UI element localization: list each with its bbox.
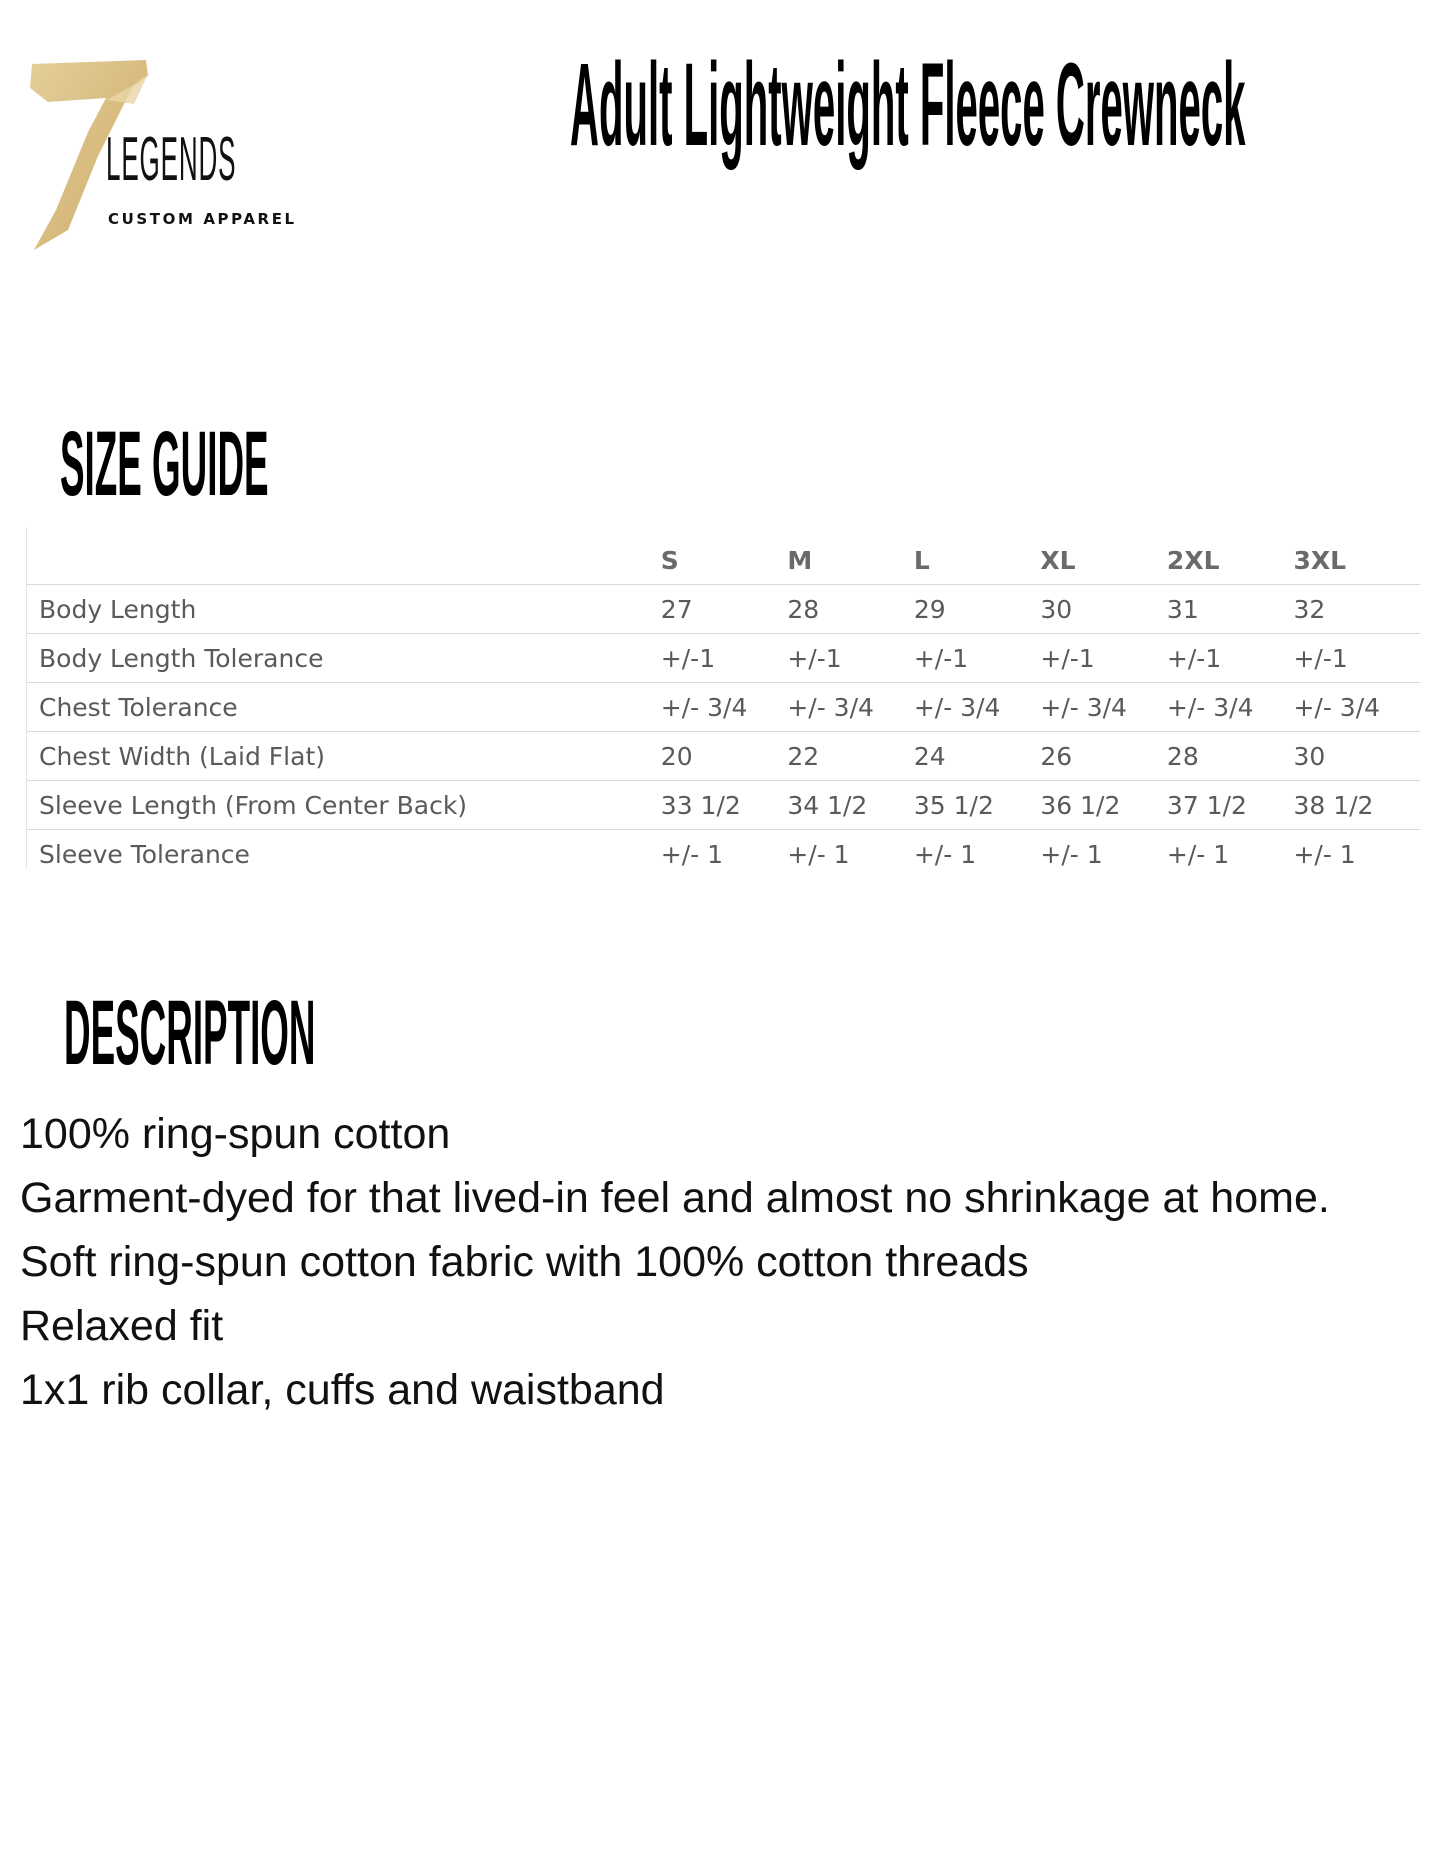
cell-value: +/- 3/4 bbox=[1166, 692, 1254, 722]
description-heading: DESCRIPTION bbox=[64, 982, 316, 1084]
logo-tagline: CUSTOM APPAREL bbox=[108, 210, 297, 228]
size-header-s: S bbox=[660, 545, 679, 575]
table-row-body-length bbox=[26, 585, 1420, 634]
logo-name: LEGENDS bbox=[106, 125, 237, 194]
row-label: Sleeve Tolerance bbox=[39, 839, 250, 869]
cell-value: 27 bbox=[660, 594, 693, 624]
cell-value: 22 bbox=[787, 741, 820, 771]
cell-value: 37 1/2 bbox=[1166, 790, 1247, 820]
size-header-xl: XL bbox=[1040, 545, 1076, 575]
cell-value: +/-1 bbox=[787, 643, 842, 673]
description-item: Soft ring-spun cotton fabric with 100% cotton threads bbox=[20, 1238, 1029, 1286]
cell-value: +/- 1 bbox=[1293, 839, 1356, 869]
description-item: 1x1 rib collar, cuffs and waistband bbox=[20, 1366, 665, 1414]
description-item: Relaxed fit bbox=[20, 1302, 224, 1350]
size-table bbox=[26, 528, 1420, 878]
table-row-body-length-tolerance bbox=[26, 634, 1420, 683]
size-header-row bbox=[26, 528, 1420, 585]
description-item: Garment-dyed for that lived-in feel and almost no shrinkage at home. bbox=[20, 1174, 1330, 1222]
cell-value: 31 bbox=[1166, 594, 1199, 624]
cell-value: +/- 1 bbox=[1166, 839, 1230, 869]
table-row-sleeve-tolerance bbox=[26, 830, 1420, 879]
row-label: Body Length Tolerance bbox=[39, 643, 324, 673]
description-list bbox=[20, 1102, 1330, 1422]
table-row-chest-tolerance bbox=[26, 683, 1420, 732]
size-header-2xl: 2XL bbox=[1166, 545, 1220, 575]
cell-value: 28 bbox=[787, 594, 820, 624]
cell-value: 33 1/2 bbox=[660, 790, 741, 820]
cell-value: 30 bbox=[1293, 741, 1326, 771]
cell-value: 32 bbox=[1293, 594, 1326, 624]
table-row-sleeve-length bbox=[26, 781, 1420, 830]
cell-value: +/- 3/4 bbox=[913, 692, 1001, 722]
cell-value: +/- 3/4 bbox=[1040, 692, 1127, 722]
row-label: Chest Tolerance bbox=[39, 692, 238, 722]
cell-value: 35 1/2 bbox=[913, 790, 994, 820]
cell-value: +/- 3/4 bbox=[660, 692, 748, 722]
cell-value: +/-1 bbox=[1293, 643, 1348, 673]
cell-value: 24 bbox=[913, 741, 946, 771]
cell-value: +/- 1 bbox=[660, 839, 724, 869]
size-header-spacer bbox=[26, 528, 661, 585]
cell-value: 30 bbox=[1040, 594, 1073, 624]
cell-value: 38 1/2 bbox=[1293, 790, 1374, 820]
page-title: Adult Lightweight Fleece Crewneck bbox=[570, 39, 1246, 171]
row-label: Sleeve Length (From Center Back) bbox=[39, 790, 468, 820]
cell-value: 20 bbox=[660, 741, 693, 771]
size-header-3xl: 3XL bbox=[1293, 545, 1347, 575]
size-guide-heading: SIZE GUIDE bbox=[60, 413, 269, 515]
size-header-l: L bbox=[913, 545, 930, 575]
cell-value: 29 bbox=[913, 594, 946, 624]
row-label: Chest Width (Laid Flat) bbox=[39, 741, 325, 771]
cell-value: 28 bbox=[1166, 741, 1199, 771]
cell-value: 36 1/2 bbox=[1040, 790, 1121, 820]
cell-value: +/- 1 bbox=[913, 839, 977, 869]
cell-value: 26 bbox=[1040, 741, 1073, 771]
cell-value: +/-1 bbox=[1040, 643, 1095, 673]
brand-logo bbox=[28, 60, 308, 260]
cell-value: +/-1 bbox=[660, 643, 716, 673]
cell-value: +/-1 bbox=[1166, 643, 1222, 673]
row-label: Body Length bbox=[39, 594, 197, 624]
size-header-m: M bbox=[787, 545, 813, 575]
cell-value: 34 1/2 bbox=[787, 790, 868, 820]
cell-value: +/- 3/4 bbox=[787, 692, 874, 722]
cell-value: +/- 3/4 bbox=[1293, 692, 1381, 722]
description-item: 100% ring-spun cotton bbox=[20, 1110, 451, 1158]
cell-value: +/-1 bbox=[913, 643, 969, 673]
cell-value: +/- 1 bbox=[787, 839, 850, 869]
cell-value: +/- 1 bbox=[1040, 839, 1103, 869]
table-row-chest-width bbox=[26, 732, 1420, 781]
